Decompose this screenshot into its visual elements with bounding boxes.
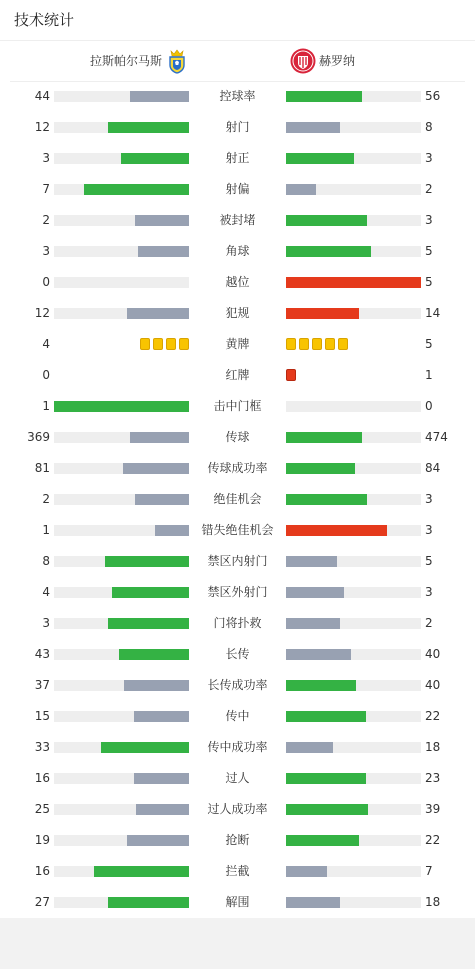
away-stat-bar-fill xyxy=(286,246,371,257)
home-stat-bar-fill xyxy=(124,680,189,691)
yellow-card-icon xyxy=(299,338,309,350)
home-stat-bar-fill xyxy=(136,804,189,815)
home-stat-bar-fill xyxy=(130,432,189,443)
stat-label: 黄牌 xyxy=(225,337,250,351)
stat-label: 射正 xyxy=(225,151,250,165)
home-stat-bar-fill xyxy=(135,215,189,226)
away-stat-bar xyxy=(286,711,421,722)
away-stat-bar xyxy=(286,122,421,133)
home-stat-bar xyxy=(54,897,189,908)
home-stat-value: 4 xyxy=(42,337,50,351)
away-stat-value: 1 xyxy=(425,368,433,382)
stat-row xyxy=(0,577,475,608)
home-stat-bar-fill xyxy=(121,153,189,164)
away-stat-bar-fill xyxy=(286,153,354,164)
away-stat-bar xyxy=(286,587,421,598)
stat-row xyxy=(0,360,475,391)
home-stat-bar xyxy=(54,91,189,102)
home-stat-bar xyxy=(54,742,189,753)
home-stat-value: 1 xyxy=(42,523,50,537)
away-stat-value: 474 xyxy=(425,430,448,444)
home-stat-bar xyxy=(54,680,189,691)
home-stat-bar-fill xyxy=(130,91,189,102)
away-stat-value: 18 xyxy=(425,895,441,909)
home-team-name[interactable]: 拉斯帕尔马斯 xyxy=(89,54,162,68)
home-stat-value: 7 xyxy=(42,182,50,196)
stat-label: 抢断 xyxy=(225,833,250,847)
away-stat-bar xyxy=(286,742,421,753)
home-stat-value: 1 xyxy=(42,399,50,413)
stat-label: 拦截 xyxy=(225,864,250,878)
stat-row xyxy=(0,763,475,794)
away-stat-bar-fill xyxy=(286,184,316,195)
away-stat-value: 23 xyxy=(425,771,441,785)
home-stat-value: 3 xyxy=(42,244,50,258)
away-stat-value: 40 xyxy=(425,647,441,661)
away-team-name[interactable]: 赫罗纳 xyxy=(319,54,356,68)
home-stat-bar xyxy=(54,587,189,598)
home-stat-value: 2 xyxy=(42,213,50,227)
home-stat-bar-fill xyxy=(127,835,189,846)
stat-label: 门将扑救 xyxy=(213,616,262,630)
away-cards xyxy=(286,369,296,381)
away-stat-value: 3 xyxy=(425,213,433,227)
stat-label: 传球 xyxy=(225,430,250,444)
stat-label: 越位 xyxy=(225,275,250,289)
stat-row xyxy=(0,81,475,112)
stat-row xyxy=(0,205,475,236)
away-stat-bar-fill xyxy=(286,618,340,629)
yellow-card-icon xyxy=(179,338,189,350)
home-stat-value: 3 xyxy=(42,151,50,165)
stat-row xyxy=(0,670,475,701)
away-stat-bar xyxy=(286,91,421,102)
home-stat-value: 0 xyxy=(42,368,50,382)
home-stat-value: 0 xyxy=(42,275,50,289)
away-stat-value: 0 xyxy=(425,399,433,413)
away-stat-bar-fill xyxy=(286,866,327,877)
away-stat-bar-fill xyxy=(286,494,367,505)
away-stat-bar-fill xyxy=(286,587,344,598)
stat-label: 错失绝佳机会 xyxy=(201,523,274,537)
stat-label: 被封堵 xyxy=(219,213,256,227)
stat-label: 传中成功率 xyxy=(207,740,268,754)
home-stat-bar-fill xyxy=(138,246,189,257)
stat-label: 长传成功率 xyxy=(207,678,268,692)
away-stat-bar xyxy=(286,246,421,257)
home-stat-bar xyxy=(54,308,189,319)
stat-row xyxy=(0,112,475,143)
away-stat-bar-fill xyxy=(286,742,333,753)
home-stat-value: 25 xyxy=(34,802,50,816)
away-stat-bar-fill xyxy=(286,277,421,288)
stat-row xyxy=(0,143,475,174)
home-stat-bar-fill xyxy=(84,184,189,195)
away-stat-bar-fill xyxy=(286,680,356,691)
home-stat-bar xyxy=(54,184,189,195)
away-stat-bar xyxy=(286,308,421,319)
away-stat-value: 56 xyxy=(425,89,441,103)
stat-label: 射门 xyxy=(225,120,250,134)
away-stat-bar xyxy=(286,277,421,288)
home-stat-bar-fill xyxy=(101,742,189,753)
home-stat-bar-fill xyxy=(123,463,189,474)
home-stat-value: 81 xyxy=(34,461,50,475)
stat-row xyxy=(0,887,475,918)
stat-label: 禁区外射门 xyxy=(207,585,268,599)
home-stat-bar xyxy=(54,835,189,846)
away-stat-value: 22 xyxy=(425,709,441,723)
stat-row xyxy=(0,422,475,453)
away-stat-bar xyxy=(286,649,421,660)
home-stat-value: 4 xyxy=(42,585,50,599)
home-stat-value: 16 xyxy=(34,771,50,785)
stat-row xyxy=(0,732,475,763)
away-stat-bar-fill xyxy=(286,804,368,815)
home-stat-bar xyxy=(54,277,189,288)
home-stat-value: 44 xyxy=(34,89,50,103)
away-stat-bar xyxy=(286,401,421,412)
yellow-card-icon xyxy=(338,338,348,350)
away-stat-bar xyxy=(286,463,421,474)
away-stat-value: 3 xyxy=(425,151,433,165)
away-stat-bar-fill xyxy=(286,835,359,846)
home-stat-bar-fill xyxy=(127,308,189,319)
home-stat-bar xyxy=(54,246,189,257)
away-stat-bar-fill xyxy=(286,556,337,567)
title-divider xyxy=(0,40,475,41)
home-stat-bar xyxy=(54,804,189,815)
away-stat-value: 2 xyxy=(425,182,433,196)
home-cards xyxy=(140,338,189,350)
stat-label: 传中 xyxy=(225,709,250,723)
home-stat-bar xyxy=(54,773,189,784)
away-stat-bar xyxy=(286,184,421,195)
stat-label: 射偏 xyxy=(225,182,250,196)
away-stat-value: 3 xyxy=(425,492,433,506)
las-palmas-crest-icon[interactable] xyxy=(166,48,188,74)
away-stat-bar-fill xyxy=(286,773,366,784)
away-stat-bar-fill xyxy=(286,463,355,474)
stat-row xyxy=(0,484,475,515)
home-stat-bar-fill xyxy=(108,618,189,629)
away-stat-bar xyxy=(286,494,421,505)
home-stat-bar xyxy=(54,215,189,226)
away-stat-bar xyxy=(286,773,421,784)
home-stat-value: 37 xyxy=(34,678,50,692)
stat-row xyxy=(0,794,475,825)
girona-crest-icon[interactable] xyxy=(290,48,316,74)
home-stat-value: 27 xyxy=(34,895,50,909)
home-stat-bar-fill xyxy=(54,401,189,412)
home-stat-bar xyxy=(54,649,189,660)
stat-row xyxy=(0,329,475,360)
away-stat-bar-fill xyxy=(286,215,367,226)
yellow-card-icon xyxy=(166,338,176,350)
away-stat-value: 40 xyxy=(425,678,441,692)
stat-label: 绝佳机会 xyxy=(213,492,262,506)
yellow-card-icon xyxy=(153,338,163,350)
stat-row xyxy=(0,608,475,639)
home-stat-value: 3 xyxy=(42,616,50,630)
away-stat-value: 39 xyxy=(425,802,441,816)
away-stat-value: 5 xyxy=(425,554,433,568)
yellow-card-icon xyxy=(325,338,335,350)
stat-row xyxy=(0,267,475,298)
away-stat-value: 3 xyxy=(425,523,433,537)
stat-row xyxy=(0,639,475,670)
home-stat-bar xyxy=(54,463,189,474)
home-stat-bar-fill xyxy=(135,494,189,505)
stat-label: 红牌 xyxy=(225,368,250,382)
stat-row xyxy=(0,174,475,205)
home-stat-value: 12 xyxy=(34,120,50,134)
away-stat-bar xyxy=(286,866,421,877)
away-stat-value: 8 xyxy=(425,120,433,134)
home-stat-bar xyxy=(54,494,189,505)
away-stat-value: 5 xyxy=(425,244,433,258)
away-stat-bar-fill xyxy=(286,525,387,536)
home-stat-value: 12 xyxy=(34,306,50,320)
away-stat-bar-fill xyxy=(286,649,351,660)
home-stat-bar-fill xyxy=(155,525,189,536)
home-stat-bar xyxy=(54,122,189,133)
away-stat-value: 5 xyxy=(425,337,433,351)
away-stat-value: 22 xyxy=(425,833,441,847)
stat-row xyxy=(0,236,475,267)
away-stat-value: 3 xyxy=(425,585,433,599)
stat-row xyxy=(0,515,475,546)
stat-label: 控球率 xyxy=(219,89,256,103)
away-stat-value: 84 xyxy=(425,461,441,475)
home-stat-bar xyxy=(54,525,189,536)
home-stat-bar-fill xyxy=(105,556,189,567)
away-stat-value: 2 xyxy=(425,616,433,630)
home-stat-bar-fill xyxy=(108,122,189,133)
home-stat-bar-fill xyxy=(108,897,189,908)
home-stat-bar-fill xyxy=(94,866,189,877)
stat-label: 解围 xyxy=(225,895,250,909)
away-stat-bar xyxy=(286,618,421,629)
away-cards xyxy=(286,338,348,350)
yellow-card-icon xyxy=(286,338,296,350)
home-stat-bar xyxy=(54,401,189,412)
home-stat-bar xyxy=(54,711,189,722)
home-stat-value: 15 xyxy=(34,709,50,723)
away-stat-value: 5 xyxy=(425,275,433,289)
yellow-card-icon xyxy=(312,338,322,350)
away-stat-value: 18 xyxy=(425,740,441,754)
stat-label: 禁区内射门 xyxy=(207,554,268,568)
away-stat-bar xyxy=(286,556,421,567)
away-stat-bar xyxy=(286,432,421,443)
home-stat-bar xyxy=(54,153,189,164)
stat-row xyxy=(0,453,475,484)
home-stat-value: 2 xyxy=(42,492,50,506)
away-stat-bar xyxy=(286,153,421,164)
away-stat-bar xyxy=(286,835,421,846)
home-stat-value: 16 xyxy=(34,864,50,878)
away-stat-value: 14 xyxy=(425,306,441,320)
stat-row xyxy=(0,701,475,732)
away-stat-bar-fill xyxy=(286,308,359,319)
away-stat-bar-fill xyxy=(286,91,362,102)
stat-label: 犯规 xyxy=(225,306,250,320)
yellow-card-icon xyxy=(140,338,150,350)
home-stat-value: 19 xyxy=(34,833,50,847)
stat-row xyxy=(0,391,475,422)
away-stat-bar-fill xyxy=(286,897,340,908)
stat-label: 传球成功率 xyxy=(207,461,268,475)
away-stat-bar xyxy=(286,525,421,536)
home-stat-bar xyxy=(54,866,189,877)
home-stat-value: 33 xyxy=(34,740,50,754)
stat-label: 过人成功率 xyxy=(207,802,268,816)
home-stat-value: 8 xyxy=(42,554,50,568)
stat-label: 过人 xyxy=(225,771,250,785)
stat-row xyxy=(0,856,475,887)
stat-label: 击中门框 xyxy=(213,399,262,413)
away-stat-bar xyxy=(286,680,421,691)
home-stat-bar-fill xyxy=(119,649,189,660)
home-stat-bar-fill xyxy=(134,773,189,784)
page-title: 技术统计 xyxy=(14,11,75,29)
red-card-icon xyxy=(286,369,296,381)
stat-row xyxy=(0,546,475,577)
away-stat-bar xyxy=(286,804,421,815)
stat-row xyxy=(0,825,475,856)
away-stat-value: 7 xyxy=(425,864,433,878)
home-stat-value: 369 xyxy=(27,430,50,444)
stat-row xyxy=(0,298,475,329)
away-stat-bar-fill xyxy=(286,432,362,443)
home-stat-bar-fill xyxy=(134,711,189,722)
away-stat-bar-fill xyxy=(286,711,366,722)
home-stat-bar xyxy=(54,432,189,443)
home-stat-bar xyxy=(54,618,189,629)
home-stat-value: 43 xyxy=(34,647,50,661)
stat-label: 角球 xyxy=(225,244,250,258)
home-stat-bar-fill xyxy=(112,587,189,598)
away-stat-bar xyxy=(286,897,421,908)
home-stat-bar xyxy=(54,556,189,567)
away-stat-bar xyxy=(286,215,421,226)
away-stat-bar-fill xyxy=(286,122,340,133)
stat-label: 长传 xyxy=(225,647,250,661)
